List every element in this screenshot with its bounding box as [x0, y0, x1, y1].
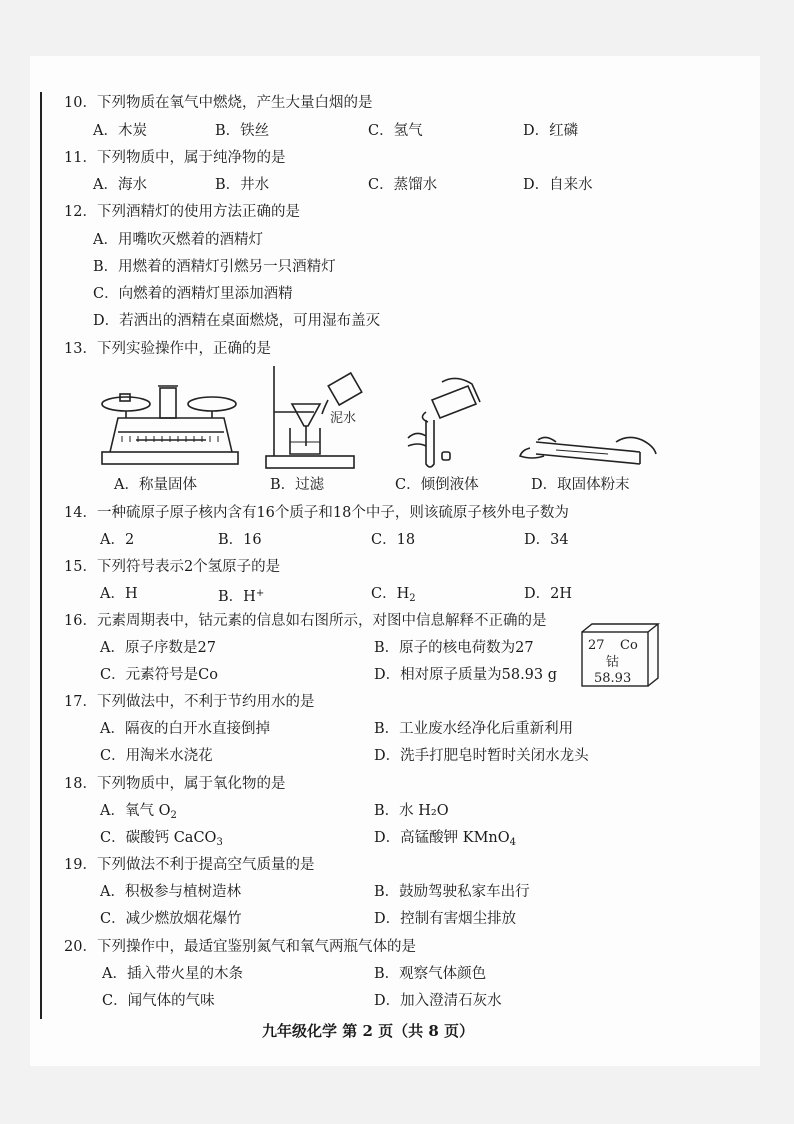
- q19-option-c: C．减少燃放烟花爆竹: [100, 911, 242, 927]
- q13-option-c: C．倾倒液体: [395, 477, 479, 493]
- powder-sampling-figure: [516, 424, 662, 472]
- q19-option-d: D．控制有害烟尘排放: [374, 911, 517, 927]
- q17-option-d: D．洗手打肥皂时暂时关闭水龙头: [374, 748, 589, 764]
- q12-stem: 12．下列酒精灯的使用方法正确的是: [64, 204, 300, 220]
- q11-option-b: B．井水: [215, 177, 270, 193]
- q15-option-a: A．H: [100, 586, 138, 602]
- q20-option-d: D．加入澄清石灰水: [374, 993, 502, 1009]
- element-symbol: Co: [620, 638, 638, 653]
- q17-option-b: B．工业废水经净化后重新利用: [374, 721, 574, 737]
- cobalt-element-card: [580, 622, 660, 688]
- q20-stem: 20．下列操作中，最适宜鉴别氮气和氧气两瓶气体的是: [64, 939, 416, 955]
- q17-stem: 17．下列做法中，不利于节约用水的是: [64, 694, 315, 710]
- q18-stem: 18．下列物质中，属于氧化物的是: [64, 776, 286, 792]
- q12-option-d: D．若洒出的酒精在桌面燃烧，可用湿布盖灭: [93, 313, 381, 329]
- balance-scale-figure: [96, 378, 246, 470]
- q17-option-c: C．用淘米水浇花: [100, 748, 213, 764]
- q11-stem: 11．下列物质中，属于纯净物的是: [64, 150, 286, 166]
- q12-option-c: C．向燃着的酒精灯里添加酒精: [93, 286, 293, 302]
- q14-option-a: A．2: [100, 532, 135, 548]
- q20-option-c: C．闻气体的气味: [102, 993, 215, 1009]
- pouring-liquid-figure: [398, 372, 498, 472]
- q15-option-b: B．H+: [218, 588, 265, 605]
- q20-option-a: A．插入带火星的木条: [102, 966, 243, 982]
- q19-option-a: A．积极参与植树造林: [100, 884, 241, 900]
- q14-option-b: B．16: [218, 532, 262, 548]
- q14-option-d: D．34: [524, 532, 569, 548]
- q18-option-a: A．氧气 $O_2$: [100, 803, 177, 821]
- q18-option-d: D．高锰酸钾 KMnO$_4$: [374, 830, 517, 848]
- q15-stem: 15．下列符号表示2个氢原子的是: [64, 559, 281, 575]
- q12-option-a: A．用嘴吹灭燃着的酒精灯: [93, 232, 263, 248]
- q12-option-b: B．用燃着的酒精灯引燃另一只酒精灯: [93, 259, 336, 275]
- q16-stem: 16．元素周期表中，钴元素的信息如右图所示，对图中信息解释不正确的是: [64, 613, 547, 629]
- q13-option-b: B．过滤: [270, 477, 325, 493]
- q16-option-b: B．原子的核电荷数为27: [374, 640, 534, 656]
- atomic-number: 27: [588, 638, 605, 653]
- q10-option-a: A．木炭: [93, 123, 147, 139]
- q10-option-d: D．红磷: [523, 123, 579, 139]
- q18-option-b: B．水 H₂O: [374, 803, 449, 819]
- q19-option-b: B．鼓励驾驶私家车出行: [374, 884, 530, 900]
- filtration-figure: [262, 364, 382, 472]
- binding-margin-line: [40, 92, 42, 1019]
- q15-option-d: D．2H: [524, 586, 572, 602]
- mud-water-label: 泥水: [330, 411, 357, 426]
- q16-option-a: A．原子序数是27: [100, 640, 216, 656]
- q18-option-c: C．碳酸钙 CaCO$_3$: [100, 830, 223, 848]
- q11-option-a: A．海水: [93, 177, 147, 193]
- page-footer: 九年级化学 第 2 页（共 8 页）: [262, 1022, 474, 1040]
- q14-stem: 14．一种硫原子原子核内含有16个质子和18个中子，则该硫原子核外电子数为: [64, 505, 569, 521]
- q13-option-a: A．称量固体: [114, 477, 197, 493]
- q14-option-c: C．18: [371, 532, 416, 548]
- q16-option-c: C．元素符号是Co: [100, 667, 218, 683]
- q10-option-c: C．氢气: [368, 123, 423, 139]
- q11-option-d: D．自来水: [523, 177, 593, 193]
- q20-option-b: B．观察气体颜色: [374, 966, 487, 982]
- q15-option-c: C．$H_2$: [371, 586, 416, 604]
- q11-option-c: C．蒸馏水: [368, 177, 438, 193]
- q16-option-d: D．相对原子质量为58.93 g: [374, 667, 558, 683]
- q13-stem: 13．下列实验操作中，正确的是: [64, 341, 271, 357]
- atomic-mass: 58.93: [594, 671, 632, 686]
- q19-stem: 19．下列做法不利于提高空气质量的是: [64, 857, 315, 873]
- element-name: 钴: [606, 655, 620, 670]
- q10-option-b: B．铁丝: [215, 123, 270, 139]
- q10-stem: 10．下列物质在氧气中燃烧，产生大量白烟的是: [64, 95, 373, 111]
- q17-option-a: A．隔夜的白开水直接倒掉: [100, 721, 270, 737]
- q13-option-d: D．取固体粉末: [531, 477, 630, 493]
